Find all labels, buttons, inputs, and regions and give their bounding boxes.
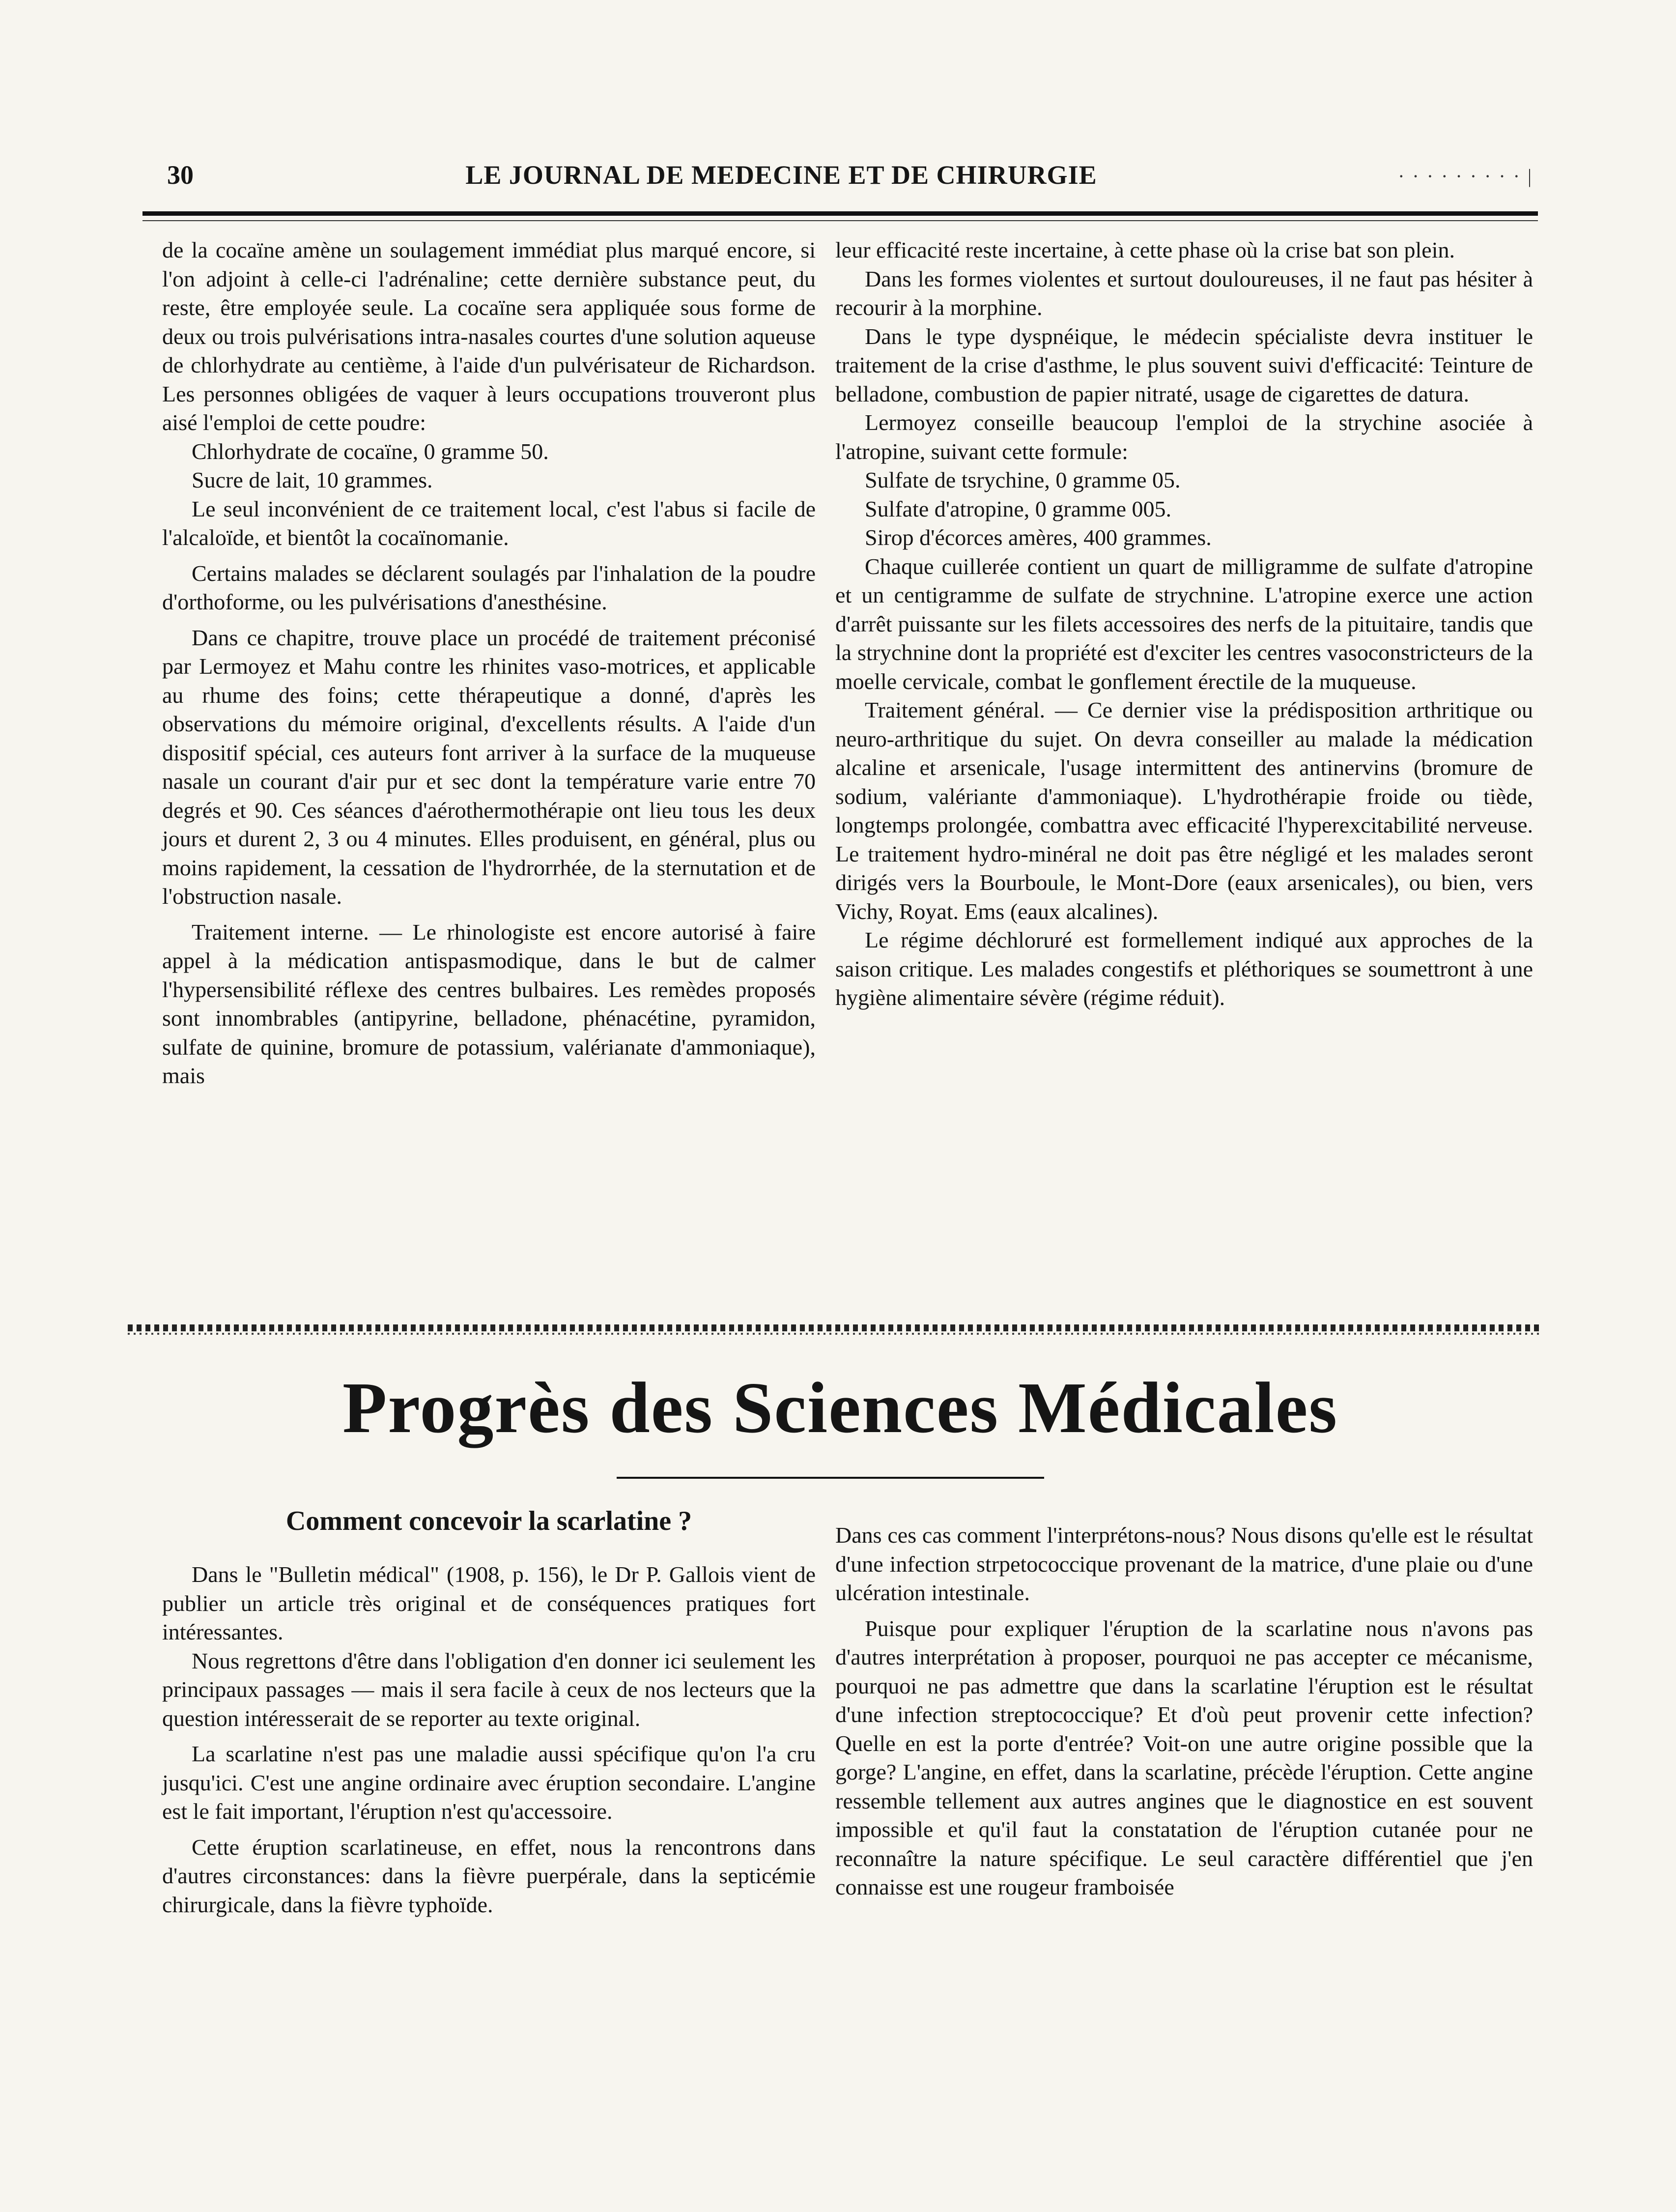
paragraph: Chaque cuillerée contient un quart de milligramme de sulfate d'atropine et un centigramme de sulfate de strychnine. L'atropine exerce une action d'arrêt puissante sur les filets accessoires des nerfs de la pituitaire, tandis que la strychnine dont la propriété est d'exciter les centres vasoconstricteurs de la moelle cervicale, combat le gonflement érectile de la muqueuse.: [835, 553, 1533, 694]
paragraph: Nous regrettons d'être dans l'obligation d'en donner ici seulement les principaux passages — mais il sera facile à ceux de nos lecteurs que la question intéresserait de se reporter au texte original.: [162, 1648, 816, 1731]
page-number: 30: [167, 160, 194, 190]
right-column-top: [835, 236, 1533, 1012]
paragraph: Lermoyez conseille beaucoup l'emploi de la strychine asociée à l'atropine, suivant cette formule:: [835, 410, 1533, 464]
paragraph: Le régime déchloruré est formellement indiqué aux approches de la saison critique. Les malades congestifs et pléthoriques se soumettront à une hygiène alimentaire sévère (régime réduit).: [835, 927, 1533, 1010]
left-column-top: [162, 236, 816, 1091]
paragraph: Puisque pour expliquer l'éruption de la scarlatine nous n'avons pas d'autres interprétation à proposer, pourquoi ne pas accepter ce mécanisme, pourquoi ne pas admettre que dans la scarlatine l'éruption est le résultat d'une infection streptococcique? Et d'où peut provenir cette infection? Quelle en est la porte d'entrée? Voit-on une autre origine possible que la gorge? L'angine, en effet, dans la scarlatine, précède l'éruption. Cette angine ressemble tellement aux autres angines que le diagnostice en est souvent impossible et qu'il faut la constatation de l'éruption cutanée pour ne reconnaître la nature spécifique. Le seul caractère différentiel que j'en connaisse est une rougeur framboisée: [835, 1615, 1533, 1899]
paragraph: de la cocaïne amène un soulagement immédiat plus marqué encore, si l'on adjoint à celle-ci l'adrénaline; cette dernière substance peut, du reste, être employée seule. La cocaïne sera appliquée sous forme de deux ou trois pulvérisations intra-nasales courtes d'une solution aqueuse de chlorhydrate au centième, à l'aide d'un pulvérisateur de Richardson. Les personnes obligées de vaquer à leurs occupations trouveront plus aisé l'emploi de cette poudre:: [162, 237, 816, 435]
section-title-rule: [617, 1477, 1044, 1479]
formula-line: Sirop d'écorces amères, 400 grammes.: [865, 525, 1212, 550]
formula-line: Sucre de lait, 10 grammes.: [192, 467, 433, 492]
journal-title: LE JOURNAL DE MEDECINE ET DE CHIRURGIE: [465, 160, 1097, 190]
left-column-bottom: [162, 1560, 816, 1919]
paragraph: Dans ces cas comment l'interprétons-nous? Nous disons qu'elle est le résultat d'une infection strpetococcique provenant de la matrice, d'une plaie ou d'une ulcération intestinale.: [835, 1523, 1533, 1605]
paragraph: Dans ce chapitre, trouve place un procédé de traitement préconisé par Lermoyez et Mahu contre les rhinites vaso-motrices, et applicable au rhume des foins; cette thérapeutique a donné, d'après les observations du mémoire original, d'excellents résults. A l'aide d'un dispositif spécial, ces auteurs font arriver à la surface de la muqueuse nasale un courant d'air pur et sec dont la température varie entre 70 degrés et 90. Ces séances d'aérothermothérapie ont lieu tous les deux jours et durent 2, 3 ou 4 minutes. Elles produisent, en général, plus ou moins rapidement, la cessation de l'hydrorrhée, de la sternutation et de l'obstruction nasale.: [162, 625, 816, 909]
paragraph: Cette éruption scarlatineuse, en effet, nous la rencontrons dans d'autres circonstances: dans la fièvre puerpérale, dans la septicémie chirurgicale, dans la fièvre typhoïde.: [162, 1834, 816, 1917]
paragraph: Traitement interne. — Le rhinologiste est encore autorisé à faire appel à la médication antispasmodique, dans le but de calmer l'hypersensibilité réflexe des centres bulbaires. Les remèdes proposés sont innombrables (antipyrine, belladone, phénacétine, pyramidon, sulfate de quinine, bromure de potassium, valérianate d'ammoniaque), mais: [162, 919, 816, 1088]
paragraph: La scarlatine n'est pas une maladie aussi spécifique qu'on l'a cru jusqu'ici. C'est une angine ordinaire avec éruption secondaire. L'angine est le fait important, l'éruption n'est qu'accessoire.: [162, 1741, 816, 1824]
paragraph: leur efficacité reste incertaine, à cette phase où la crise bat son plein.: [835, 237, 1455, 262]
header-rule-thin: [142, 220, 1538, 221]
article-title: Comment concevoir la scarlatine ?: [285, 1506, 692, 1536]
running-header: [167, 155, 1533, 204]
paragraph: Le seul inconvénient de ce traitement local, c'est l'abus si facile de l'alcaloïde, et bientôt la cocaïnomanie.: [162, 496, 816, 550]
paragraph: Dans le type dyspnéique, le médecin spécialiste devra instituer le traitement de la crise d'asthme, le plus souvent suivi d'efficacité: Teinture de belladone, combustion de papier nitraté, usage de cigarettes de datura.: [835, 323, 1533, 406]
section-divider-thin: [128, 1333, 1543, 1335]
header-rule: [142, 211, 1538, 216]
section-title: Progrès des Sciences Médicales: [342, 1368, 1338, 1448]
header-mark: · · · · · · · · · |: [1398, 165, 1533, 187]
paragraph: Certains malades se déclarent soulagés par l'inhalation de la poudre d'orthoforme, ou les pulvérisations d'anesthésine.: [162, 560, 816, 614]
paragraph: Traitement général. — Ce dernier vise la prédisposition arthritique ou neuro-arthritique du sujet. On devra conseiller au malade la médication alcaline et arsenicale, l'usage intermittent des antinervins (bromure de sodium, valériante d'ammoniaque). L'hydrothérapie froide ou tiède, longtemps prolongée, combattra avec efficacité l'hyperexcitabilité nerveuse. Le traitement hydro-minéral ne doit pas être négligé et les malades seront dirigés vers la Bourboule, le Mont-Dore (eaux arsenicales), ou bien, vers Vichy, Royat. Ems (eaux alcalines).: [835, 697, 1533, 924]
formula-line: Sulfate de tsrychine, 0 gramme 05.: [865, 467, 1181, 492]
paragraph: Dans les formes violentes et surtout douloureuses, il ne faut pas hésiter à recourir à la morphine.: [835, 266, 1533, 320]
section-divider: [128, 1324, 1543, 1331]
formula-line: Sulfate d'atropine, 0 gramme 005.: [865, 496, 1172, 521]
right-column-bottom: [835, 1521, 1533, 1902]
paragraph: Dans le "Bulletin médical" (1908, p. 156), le Dr P. Gallois vient de publier un article très original et de conséquences pratiques fort intéressantes.: [162, 1562, 816, 1644]
formula-line: Chlorhydrate de cocaïne, 0 gramme 50.: [192, 438, 549, 464]
